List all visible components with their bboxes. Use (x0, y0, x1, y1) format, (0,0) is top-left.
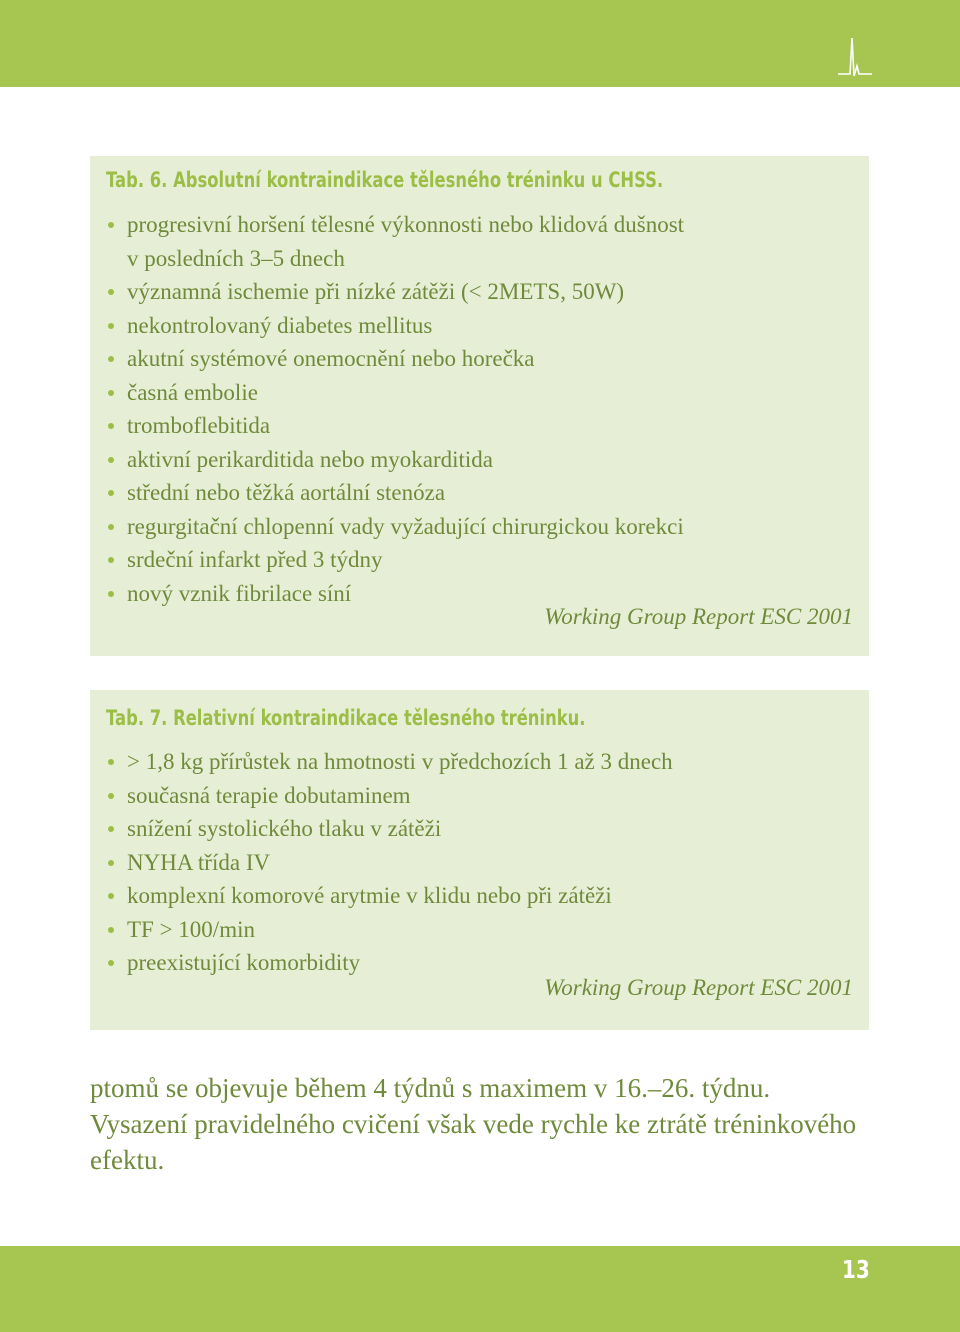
list-item: střední nebo těžká aortální stenóza (107, 476, 684, 510)
footer-band (0, 1246, 960, 1332)
list-item: snížení systolického tlaku v zátěži (107, 812, 673, 846)
list-item-continuation: v posledních 3–5 dnech (127, 245, 345, 271)
table-6-title: Tab. 6. Absolutní kontraindikace tělesného tréninku u CHSS. (106, 168, 664, 192)
list-item: významná ischemie při nízké zátěži (< 2METS, 50W) (107, 275, 684, 309)
bullet-icon (108, 759, 114, 765)
table-7-title: Tab. 7. Relativní kontraindikace tělesného tréninku. (106, 706, 586, 730)
bullet-icon (108, 423, 114, 429)
table-6-box (90, 156, 869, 656)
list-item: aktivní perikarditida nebo myokarditida (107, 443, 684, 477)
list-item: srdeční infarkt před 3 týdny (107, 543, 684, 577)
table-7-box (90, 690, 869, 1030)
bullet-icon (108, 826, 114, 832)
list-item: tromboflebitida (107, 409, 684, 443)
bullet-icon (108, 927, 114, 933)
bullet-icon (108, 323, 114, 329)
ecg-icon (838, 36, 872, 80)
list-item: nekontrolovaný diabetes mellitus (107, 309, 684, 343)
bullet-icon (108, 893, 114, 899)
list-item: regurgitační chlopenní vady vyžadující chirurgickou korekci (107, 510, 684, 544)
list-item: současná terapie dobutaminem (107, 779, 673, 813)
list-item: akutní systémové onemocnění nebo horečka (107, 342, 684, 376)
table-7-list (107, 745, 673, 980)
bullet-icon (108, 390, 114, 396)
bullet-icon (108, 591, 114, 597)
bullet-icon (108, 860, 114, 866)
body-paragraph: ptomů se objevuje během 4 týdnů s maximem v 16.–26. týdnu. Vysazení pravidelného cvičení však vede rychle ke ztrátě tréninkového efektu. (90, 1073, 857, 1175)
bullet-icon (108, 457, 114, 463)
header-band (0, 0, 960, 87)
bullet-icon (108, 289, 114, 295)
list-item: preexistující komorbidity (107, 946, 673, 980)
bullet-icon (108, 524, 114, 530)
bullet-icon (108, 557, 114, 563)
list-item: NYHA třída IV (107, 846, 673, 880)
bullet-icon (108, 490, 114, 496)
table-7-source: Working Group Report ESC 2001 (544, 975, 853, 1000)
list-item: časná embolie (107, 376, 684, 410)
list-item: komplexní komorové arytmie v klidu nebo při zátěži (107, 879, 673, 913)
table-6-list (107, 208, 684, 610)
list-item: TF > 100/min (107, 913, 673, 947)
list-item: progresivní horšení tělesné výkonnosti nebo klidová dušnost (107, 208, 684, 242)
bullet-icon (108, 222, 114, 228)
page-number: 13 (842, 1255, 870, 1284)
list-item: nový vznik fibrilace síní (107, 577, 684, 611)
bullet-icon (108, 793, 114, 799)
table-6-source: Working Group Report ESC 2001 (544, 604, 853, 629)
list-item: > 1,8 kg přírůstek na hmotnosti v předchozích 1 až 3 dnech (107, 745, 673, 779)
bullet-icon (108, 960, 114, 966)
bullet-icon (108, 356, 114, 362)
